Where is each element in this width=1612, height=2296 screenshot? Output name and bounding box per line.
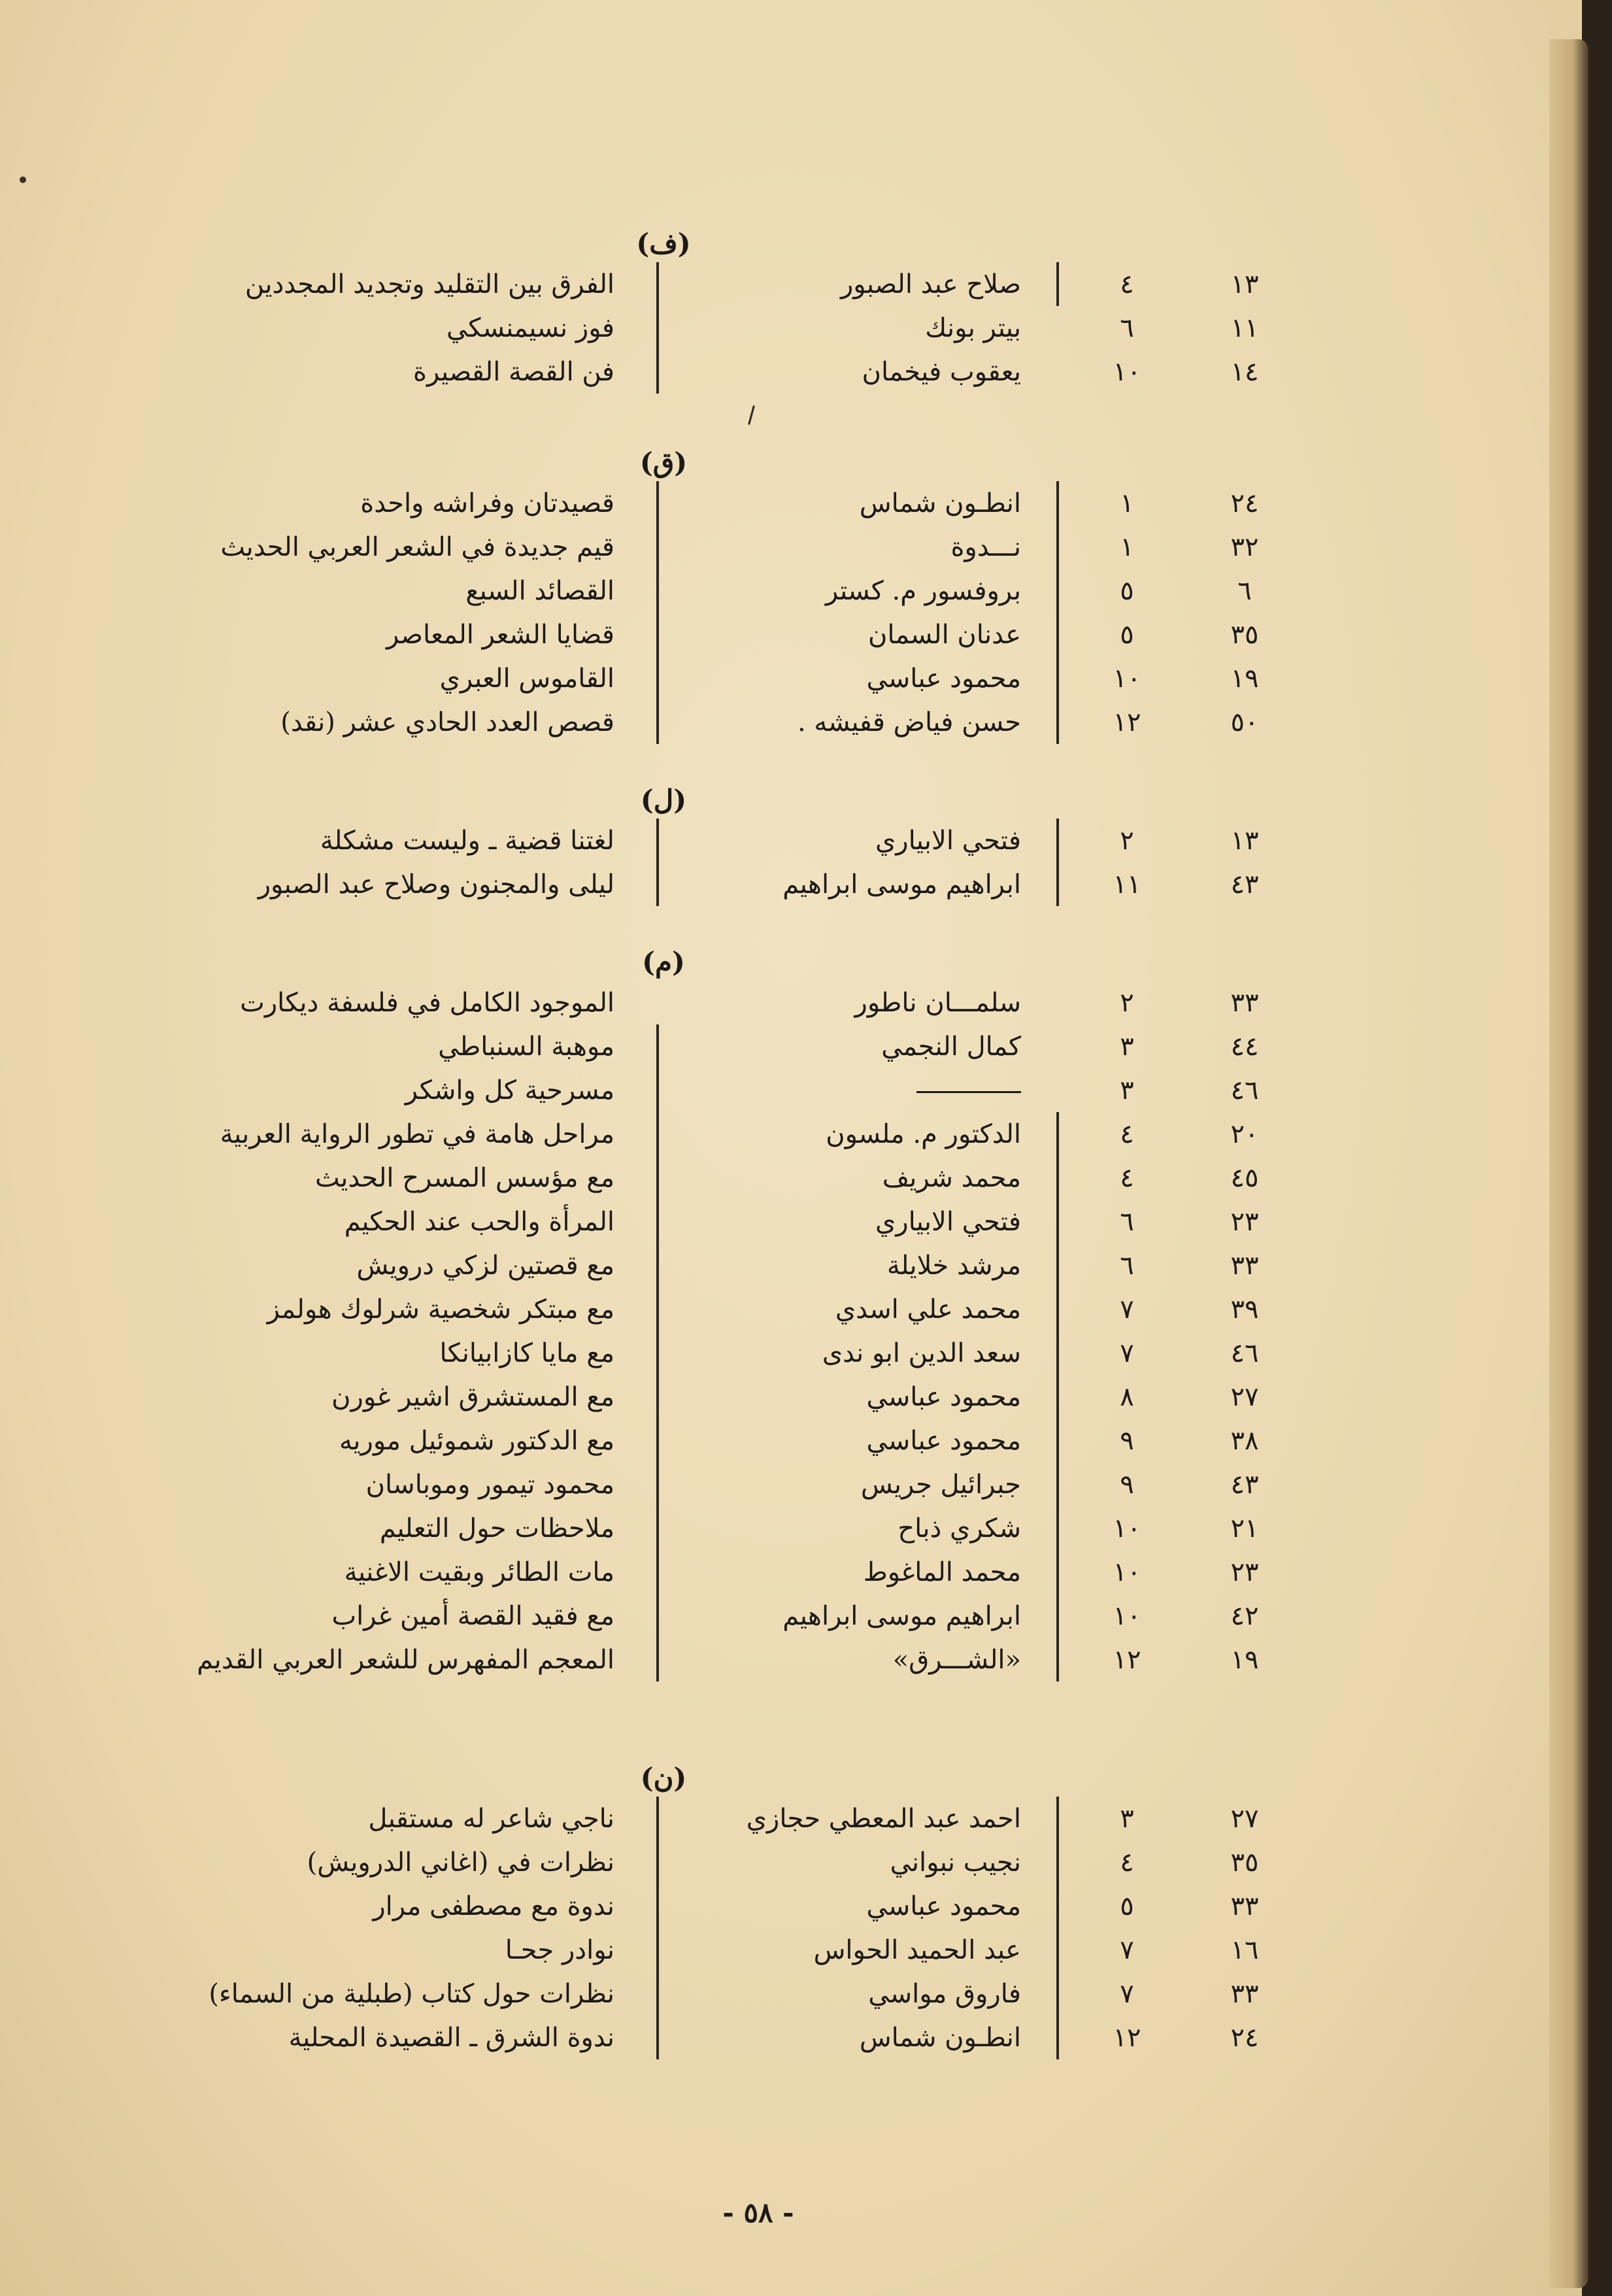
index-row	[196, 1419, 1412, 1462]
index-row	[196, 1638, 1412, 1681]
page-number: ٤٢	[1230, 1600, 1259, 1631]
issue-number: ٧	[1120, 1338, 1134, 1368]
index-table	[196, 226, 1412, 2059]
column-separator	[1056, 2016, 1059, 2059]
index-row	[196, 1287, 1412, 1331]
column-separator	[656, 1200, 659, 1243]
page-number: ٤٤	[1230, 1031, 1259, 1062]
issue-number: ٢	[1120, 825, 1134, 856]
column-separator	[1056, 1638, 1059, 1681]
article-author: عبد الحميد الحواس	[813, 1934, 1021, 1965]
issue-number: ٨	[1120, 1381, 1134, 1412]
page-number: ٢٤	[1230, 2022, 1259, 2053]
article-author: محمود عباسي	[866, 1425, 1021, 1456]
page-number: ٣٩	[1230, 1294, 1259, 1325]
article-title: قصص العدد الحادي عشر (نقد)	[280, 707, 614, 737]
article-title: القاموس العبري	[439, 663, 614, 694]
index-row	[196, 1884, 1412, 1928]
column-separator	[656, 1797, 659, 1840]
article-title: نظرات حول كتاب (طبلية من السماء)	[209, 1978, 614, 2009]
index-row	[196, 1112, 1412, 1156]
article-title: مع قصتين لزكي درويش	[356, 1250, 614, 1281]
index-row	[196, 1594, 1412, 1638]
article-author: حسن فياض قفيشه .	[797, 707, 1021, 737]
column-separator	[656, 1024, 659, 1068]
column-separator	[656, 481, 659, 525]
column-separator	[656, 262, 659, 306]
issue-number: ١٢	[1113, 1644, 1141, 1675]
article-author: احمد عبد المعطي حجازي	[746, 1803, 1021, 1834]
issue-number: ١	[1120, 488, 1134, 518]
index-row	[196, 656, 1412, 700]
column-separator	[1056, 981, 1059, 1024]
article-author: فاروق مواسي	[868, 1978, 1021, 2009]
column-separator	[656, 2016, 659, 2059]
issue-number: ١١	[1113, 869, 1141, 900]
article-author: يعقوب فيخمان	[862, 356, 1021, 387]
issue-number: ٤	[1120, 1847, 1134, 1878]
issue-number: ٦	[1120, 1206, 1134, 1237]
article-title: المعجم المفهرس للشعر العربي القديم	[197, 1644, 614, 1675]
column-separator	[1056, 350, 1059, 394]
column-separator	[656, 1112, 659, 1156]
column-separator	[656, 1506, 659, 1550]
page-number: ٢٣	[1230, 1206, 1259, 1237]
index-row	[196, 1506, 1412, 1550]
column-separator	[656, 1462, 659, 1506]
column-separator	[656, 1287, 659, 1331]
article-title: قيم جديدة في الشعر العربي الحديث	[220, 532, 614, 562]
article-author: نـــدوة	[950, 532, 1021, 562]
article-title: مع مايا كازابيانكا	[439, 1338, 614, 1368]
index-row	[196, 1243, 1412, 1287]
column-separator	[656, 862, 659, 906]
issue-number: ١٢	[1113, 707, 1141, 737]
article-title: لغتنا قضية ـ وليست مشكلة	[320, 825, 614, 856]
page-number: ١٣	[1230, 825, 1259, 856]
page-number: ١٣	[1230, 269, 1259, 299]
article-title: نظرات في (اغاني الدرويش)	[307, 1847, 614, 1878]
issue-number: ٩	[1120, 1425, 1134, 1456]
article-author: سلمـــان ناطور	[854, 987, 1021, 1018]
article-author: «الشـــرق»	[892, 1644, 1021, 1675]
column-separator	[1056, 306, 1059, 350]
index-row	[196, 700, 1412, 744]
article-title: مات الطائر وبقيت الاغنية	[344, 1557, 614, 1587]
page-number: ٤٣	[1230, 1469, 1259, 1500]
index-row	[196, 2016, 1412, 2059]
article-title: مع الدكتور شموئيل موريه	[339, 1425, 614, 1456]
article-title: قصيدتان وفراشه واحدة	[360, 488, 614, 518]
page-number: ٣٨	[1230, 1425, 1259, 1456]
article-title: مع المستشرق اشير غورن	[331, 1381, 614, 1412]
article-title: ملاحظات حول التعليم	[379, 1513, 614, 1544]
article-author: محمود عباسي	[866, 663, 1021, 694]
column-separator	[1056, 1200, 1059, 1243]
page-number: ٤٣	[1230, 869, 1259, 900]
article-title: نوادر جحـا	[505, 1934, 614, 1965]
page-number: ٤٦	[1230, 1075, 1259, 1106]
section-letter: (ن)	[640, 1762, 687, 1794]
column-separator	[1056, 1594, 1059, 1638]
page-number: ١١	[1230, 312, 1259, 343]
article-author: شكري ذباح	[898, 1513, 1021, 1544]
article-author: محمود عباسي	[866, 1891, 1021, 1921]
column-separator	[1056, 1112, 1059, 1156]
column-separator	[656, 1156, 659, 1200]
article-title: مراحل هامة في تطور الرواية العربية	[220, 1119, 614, 1149]
column-separator	[1056, 1840, 1059, 1884]
index-row	[196, 1550, 1412, 1594]
index-row	[196, 306, 1412, 350]
page-number: ٤٥	[1230, 1162, 1259, 1193]
issue-number: ١٠	[1113, 1513, 1141, 1544]
column-separator	[1056, 1419, 1059, 1462]
column-separator	[1056, 1884, 1059, 1928]
page-number: ٣٥	[1230, 1847, 1259, 1878]
column-separator	[656, 1638, 659, 1681]
column-separator	[656, 700, 659, 744]
page-footer-number: - ٥٨ -	[722, 2197, 794, 2229]
issue-number: ٥	[1120, 1891, 1134, 1921]
page-number: ٢١	[1230, 1513, 1259, 1544]
column-separator	[1056, 700, 1059, 744]
column-separator	[1056, 1797, 1059, 1840]
column-separator	[1056, 656, 1059, 700]
article-title: قضايا الشعر المعاصر	[386, 619, 614, 650]
article-author: انطـون شماس	[859, 2022, 1021, 2053]
column-separator	[656, 1928, 659, 1972]
page-number: ٤٦	[1230, 1338, 1259, 1368]
index-row	[196, 819, 1412, 862]
article-author: كمال النجمي	[881, 1031, 1021, 1062]
article-author: ابراهيم موسى ابراهيم	[782, 1600, 1021, 1631]
issue-number: ١٢	[1113, 2022, 1141, 2053]
section-mim	[196, 944, 1412, 1681]
article-title: موهبة السنباطي	[438, 1031, 614, 1062]
section-qaf	[196, 445, 1412, 744]
issue-number: ٩	[1120, 1469, 1134, 1500]
column-separator	[1056, 1331, 1059, 1375]
column-separator	[656, 1419, 659, 1462]
column-separator	[1056, 819, 1059, 862]
column-separator	[656, 1884, 659, 1928]
article-author: الدكتور م. ملسون	[826, 1119, 1021, 1149]
column-separator	[1056, 1287, 1059, 1331]
column-separator	[1056, 1506, 1059, 1550]
column-separator	[656, 1375, 659, 1419]
column-separator	[656, 656, 659, 700]
page-number: ٢٠	[1230, 1119, 1259, 1149]
column-separator	[656, 350, 659, 394]
page-number: ٣٣	[1230, 1891, 1259, 1921]
index-row	[196, 1928, 1412, 1972]
column-separator	[1056, 569, 1059, 613]
column-separator	[1056, 1375, 1059, 1419]
column-separator	[656, 306, 659, 350]
page-number: ٢٧	[1230, 1381, 1259, 1412]
article-author: نجيب نبواني	[890, 1847, 1021, 1878]
section-letter: (م)	[642, 946, 685, 978]
page-number: ١٤	[1230, 356, 1259, 387]
article-author: محمد الماغوط	[863, 1557, 1021, 1587]
section-nun	[196, 1760, 1412, 2059]
article-title: ندوة الشرق ـ القصيدة المحلية	[288, 2022, 614, 2053]
article-title: مسرحية كل واشكر	[405, 1075, 614, 1106]
issue-number: ٦	[1120, 1250, 1134, 1281]
column-separator	[1056, 613, 1059, 656]
page-number: ٢٤	[1230, 488, 1259, 518]
issue-number: ٣	[1120, 1031, 1134, 1062]
article-title: مع مبتكر شخصية شرلوك هولمز	[267, 1294, 614, 1325]
column-separator	[656, 525, 659, 569]
article-title: القصائد السبع	[465, 575, 614, 606]
ink-speck	[20, 177, 26, 183]
article-title: مع فقيد القصة أمين غراب	[331, 1600, 614, 1631]
column-separator	[656, 981, 659, 1024]
article-title: ندوة مع مصطفى مرار	[373, 1891, 614, 1921]
page-number: ١٩	[1230, 663, 1259, 694]
index-row	[196, 862, 1412, 906]
article-title: ناجي شاعر له مستقبل	[368, 1803, 614, 1834]
column-separator	[656, 1550, 659, 1594]
issue-number: ٥	[1120, 575, 1134, 606]
issue-number: ٤	[1120, 269, 1134, 299]
page-number: ٣٣	[1230, 1978, 1259, 2009]
article-author: فتحي الابياري	[875, 825, 1021, 856]
article-author: فتحي الابياري	[875, 1206, 1021, 1237]
page-number: ٣٣	[1230, 987, 1259, 1018]
column-separator	[1056, 862, 1059, 906]
page-number: ١٦	[1230, 1934, 1259, 1965]
article-author: بيتر بونك	[925, 312, 1021, 343]
page-number: ٦	[1237, 575, 1252, 606]
article-author: سعد الدين ابو ندى	[822, 1338, 1021, 1368]
article-author: محمود عباسي	[866, 1381, 1021, 1412]
page-number: ٣٥	[1230, 619, 1259, 650]
article-author: انطـون شماس	[859, 488, 1021, 518]
section-fa	[196, 226, 1412, 394]
column-separator	[1056, 1156, 1059, 1200]
column-separator	[1056, 525, 1059, 569]
column-separator	[656, 1594, 659, 1638]
index-row	[196, 1462, 1412, 1506]
issue-number: ٤	[1120, 1119, 1134, 1149]
article-title: فن القصة القصيرة	[413, 356, 614, 387]
index-row	[196, 569, 1412, 613]
column-separator	[1056, 262, 1059, 306]
article-title: ليلى والمجنون وصلاح عبد الصبور	[258, 869, 614, 900]
issue-number: ٧	[1120, 1934, 1134, 1965]
page-number: ٣٣	[1230, 1250, 1259, 1281]
column-separator	[1056, 1550, 1059, 1594]
column-separator	[1056, 1243, 1059, 1287]
section-letter: (ق)	[639, 447, 688, 479]
index-row	[196, 1331, 1412, 1375]
index-row	[196, 1797, 1412, 1840]
column-separator	[1056, 1462, 1059, 1506]
article-title: الفرق بين التقليد وتجديد المجددين	[244, 269, 614, 299]
column-separator	[656, 1243, 659, 1287]
index-row	[196, 1375, 1412, 1419]
issue-number: ١٠	[1113, 356, 1141, 387]
page-number: ٥٠	[1230, 707, 1259, 737]
ditto-line	[916, 1091, 1021, 1093]
section-letter: (ل)	[640, 784, 687, 816]
issue-number: ٧	[1120, 1294, 1134, 1325]
article-author: مرشد خلايلة	[886, 1250, 1021, 1281]
article-author: ابراهيم موسى ابراهيم	[782, 869, 1021, 900]
page-number: ٢٧	[1230, 1803, 1259, 1834]
index-row	[196, 981, 1412, 1024]
article-author: صلاح عبد الصبور	[840, 269, 1021, 299]
index-row	[196, 525, 1412, 569]
index-row	[196, 613, 1412, 656]
issue-number: ٤	[1120, 1162, 1134, 1193]
article-title: مع مؤسس المسرح الحديث	[315, 1162, 614, 1193]
section-lam	[196, 782, 1412, 906]
issue-number: ٦	[1120, 312, 1134, 343]
column-separator	[656, 613, 659, 656]
column-separator	[656, 1331, 659, 1375]
issue-number: ١٠	[1113, 663, 1141, 694]
article-title: فوز نسيمنسكي	[446, 312, 614, 343]
article-author: جبرائيل جريس	[860, 1469, 1021, 1500]
article-author: بروفسور م. كستر	[825, 575, 1021, 606]
article-author-ditto	[675, 1075, 1041, 1106]
column-separator	[656, 569, 659, 613]
index-row	[196, 1068, 1412, 1112]
index-row	[196, 1972, 1412, 2016]
article-author: محمد علي اسدي	[835, 1294, 1021, 1325]
index-row	[196, 350, 1412, 394]
column-separator	[656, 1068, 659, 1112]
issue-number: ٥	[1120, 619, 1134, 650]
column-separator	[1056, 1068, 1059, 1112]
column-separator	[656, 1972, 659, 2016]
column-separator	[656, 819, 659, 862]
article-author: محمد شريف	[882, 1162, 1021, 1193]
index-row	[196, 1200, 1412, 1243]
book-spine	[1549, 39, 1588, 2288]
issue-number: ٧	[1120, 1978, 1134, 2009]
index-row	[196, 1840, 1412, 1884]
article-title: الموجود الكامل في فلسفة ديكارت	[240, 987, 614, 1018]
issue-number: ١٠	[1113, 1557, 1141, 1587]
column-separator	[1056, 481, 1059, 525]
index-row	[196, 1024, 1412, 1068]
issue-number: ٣	[1120, 1803, 1134, 1834]
column-separator	[656, 1840, 659, 1884]
column-separator	[1056, 1024, 1059, 1068]
page-number: ١٩	[1230, 1644, 1259, 1675]
article-author: عدنان السمان	[868, 619, 1021, 650]
column-separator	[1056, 1972, 1059, 2016]
article-title: محمود تيمور وموباسان	[365, 1469, 614, 1500]
issue-number: ١٠	[1113, 1600, 1141, 1631]
issue-number: ٣	[1120, 1075, 1134, 1106]
page-number: ٣٢	[1230, 532, 1259, 562]
issue-number: ٢	[1120, 987, 1134, 1018]
section-letter: (ف)	[636, 228, 691, 260]
article-title: المرأة والحب عند الحكيم	[344, 1206, 614, 1237]
index-row	[196, 1156, 1412, 1200]
index-row	[196, 262, 1412, 306]
page-number: ٢٣	[1230, 1557, 1259, 1587]
index-row	[196, 481, 1412, 525]
column-separator	[1056, 1928, 1059, 1972]
issue-number: ١	[1120, 532, 1134, 562]
